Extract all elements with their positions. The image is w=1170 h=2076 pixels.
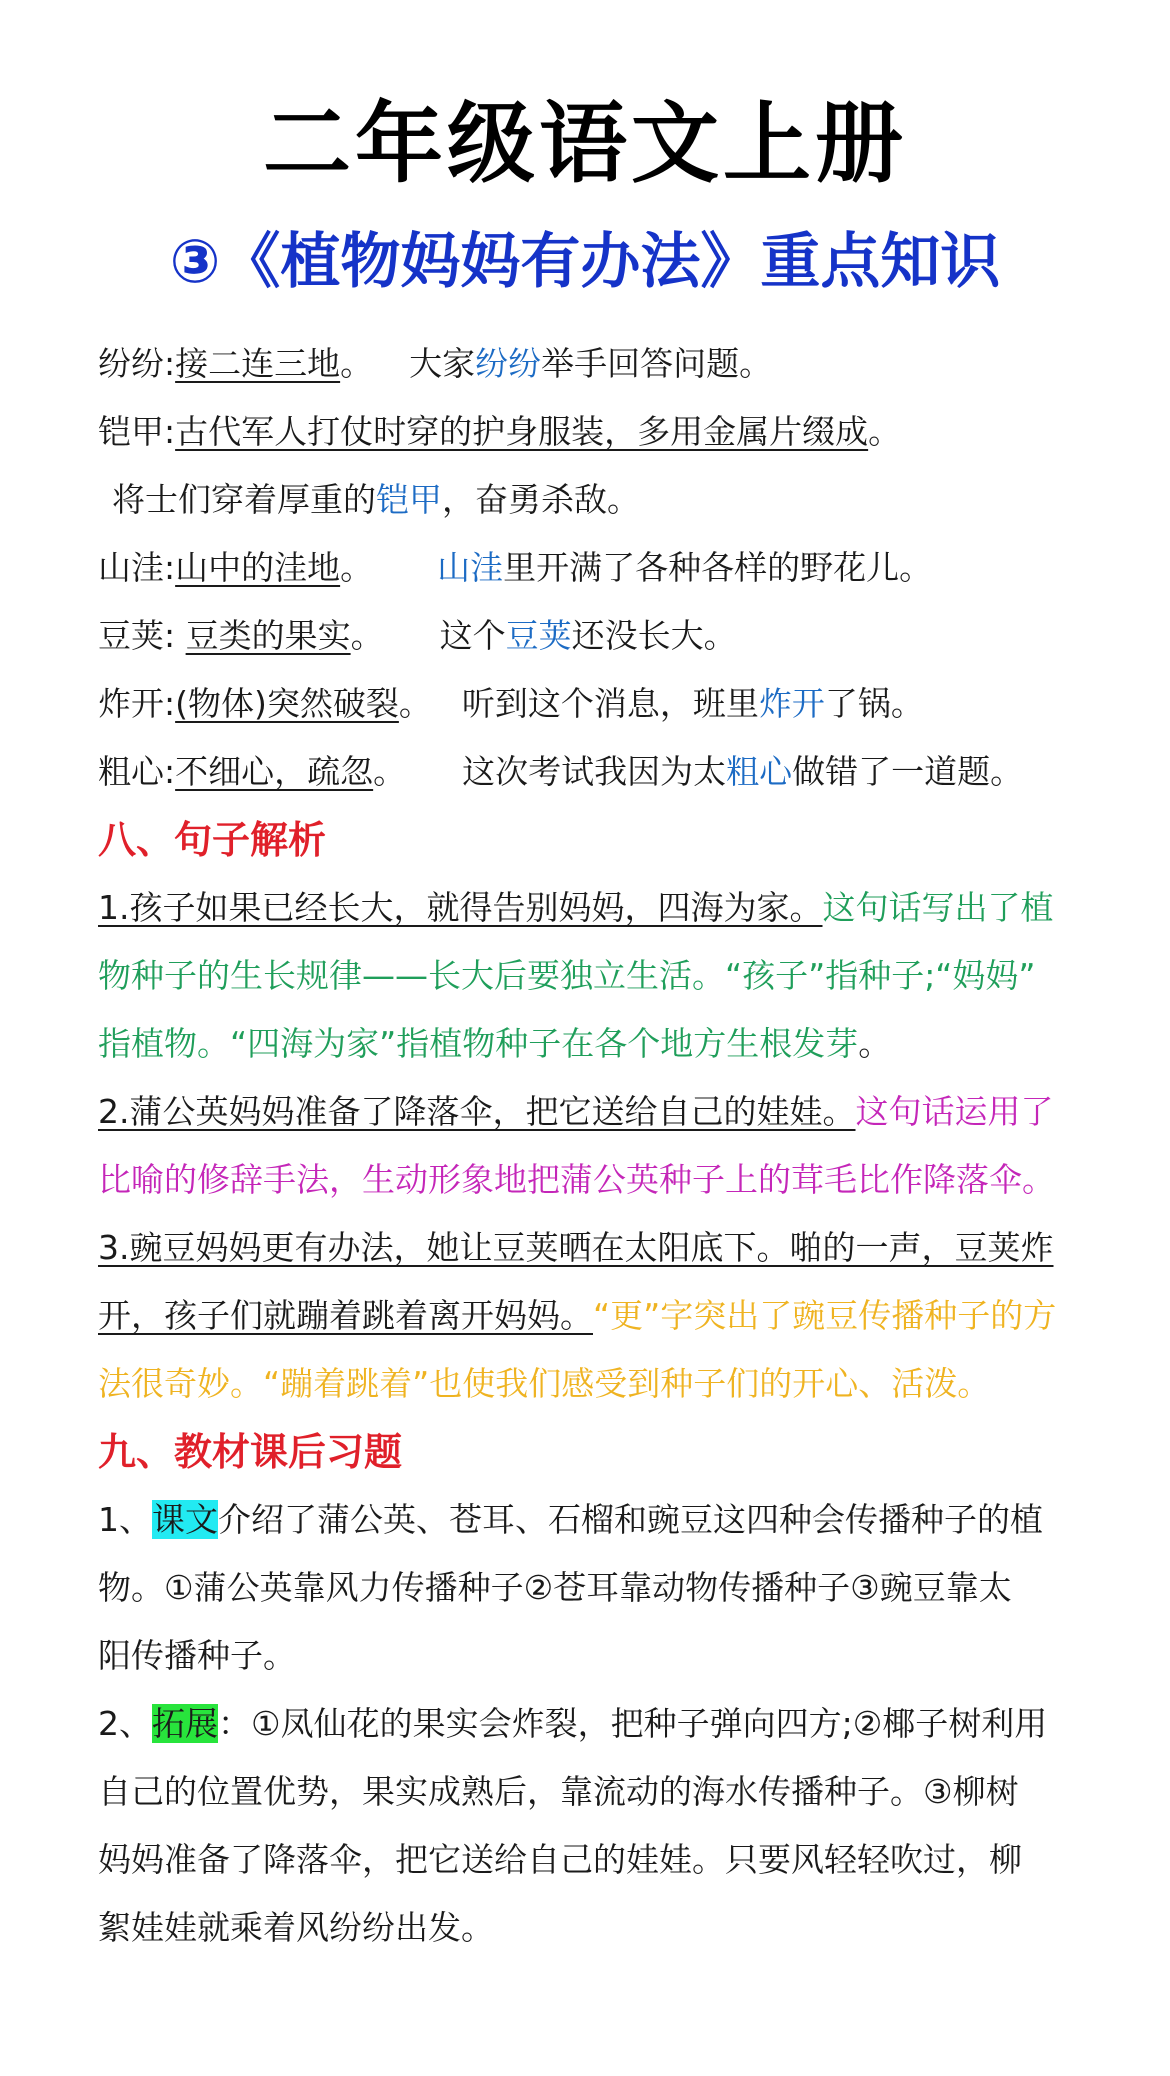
vocab-punct: 。 <box>868 412 902 451</box>
vocab-word: 铠甲: <box>98 412 176 451</box>
vocab-example: 大家 <box>409 344 476 383</box>
analysis-line: 比喻的修辞手法，生动形象地把蒲公英种子上的茸毛比作降落伞。 <box>98 1160 1055 1199</box>
analysis-line: 物种子的生长规律——长大后要独立生活。“孩子”指种子;“妈妈” <box>98 956 1036 995</box>
exercise-line: 妈妈准备了降落伞，把它送给自己的娃娃。只要风轻轻吹过，柳 <box>98 1840 1022 1879</box>
vocab-meaning: 豆类的果实 <box>185 616 351 655</box>
analysis-text: 指植物。“四海为家”指植物种子在各个地方生根发芽 <box>98 1024 859 1063</box>
vocab-line <box>98 670 1088 738</box>
vocab-line <box>98 602 1088 670</box>
vocab-keyword: 豆荚 <box>505 616 572 655</box>
vocab-line <box>98 330 1088 398</box>
page-subtitle: ③《植物妈妈有办法》重点知识 <box>169 227 1001 297</box>
analysis-line <box>98 874 1088 942</box>
vocab-keyword: 山洼 <box>437 548 504 587</box>
analysis-text: 这句话写出了植 <box>822 888 1054 927</box>
vocab-example: 了锅。 <box>824 684 924 723</box>
analysis-text: 这句话运用了 <box>855 1092 1054 1131</box>
vocab-word: 山洼: <box>98 548 176 587</box>
section-heading: 九、教材课后习题 <box>98 1430 403 1474</box>
vocab-example: 这次考试我因为太 <box>462 752 727 791</box>
sentence-text: 2.蒲公英妈妈准备了降落伞，把它送给自己的娃娃。 <box>98 1092 856 1131</box>
vocab-punct: 。 <box>398 684 432 723</box>
highlight-tag: 课文 <box>152 1500 218 1539</box>
vocab-keyword: 粗心 <box>726 752 793 791</box>
analysis-line <box>98 1010 1088 1078</box>
vocab-punct: 。 <box>340 548 374 587</box>
sentence-text: 1.孩子如果已经长大，就得告别妈妈，四海为家。 <box>98 888 823 927</box>
vocab-word: 纷纷: <box>98 344 176 383</box>
vocab-example: 将士们穿着厚重的 <box>112 480 376 519</box>
content <box>98 330 1088 1962</box>
analysis-line <box>98 1078 1088 1146</box>
vocab-example: 举手回答问题。 <box>541 344 773 383</box>
sentence-text: 开，孩子们就蹦着跳着离开妈妈。 <box>98 1296 593 1335</box>
vocab-punct: 。 <box>340 344 374 383</box>
exercise-line: 絮娃娃就乘着风纷纷出发。 <box>98 1908 494 1947</box>
vocab-meaning: 古代军人打仗时穿的护身服装，多用金属片缀成 <box>175 412 869 451</box>
analysis-line <box>98 1282 1088 1350</box>
vocab-word: 豆荚: <box>98 616 186 655</box>
analysis-line: 法很奇妙。“蹦着跳着”也使我们感受到种子们的开心、活泼。 <box>98 1364 991 1403</box>
analysis-text: “更”字突出了豌豆传播种子的方 <box>593 1296 1057 1335</box>
vocab-line <box>98 738 1088 806</box>
vocab-example: 这个 <box>439 616 506 655</box>
vocab-keyword: 炸开 <box>758 684 825 723</box>
exercise-text: 介绍了蒲公英、苍耳、石榴和豌豆这四种会传播种子的植 <box>218 1500 1043 1539</box>
exercise-text: ：①凤仙花的果实会炸裂，把种子弹向四方;②椰子树利用 <box>218 1704 1048 1743</box>
exercise-line: 自己的位置优势，果实成熟后，靠流动的海水传播种子。③柳树 <box>98 1772 1019 1811</box>
vocab-keyword: 纷纷 <box>475 344 542 383</box>
vocab-example: 做错了一道题。 <box>792 752 1024 791</box>
exercise-line <box>98 1486 1088 1554</box>
exercise-line: 物。①蒲公英靠风力传播种子②苍耳靠动物传播种子③豌豆靠太 <box>98 1568 1012 1607</box>
vocab-punct: 。 <box>350 616 384 655</box>
vocab-word: 粗心: <box>98 752 176 791</box>
exercise-number: 1、 <box>98 1500 152 1539</box>
vocab-meaning: 接二连三地 <box>175 344 341 383</box>
vocab-meaning: (物体)突然破裂 <box>175 684 399 723</box>
vocab-word: 炸开: <box>98 684 176 723</box>
vocab-punct: 。 <box>373 752 407 791</box>
highlight-tag: 拓展 <box>152 1704 218 1743</box>
vocab-example: 听到这个消息，班里 <box>461 684 759 723</box>
vocab-example: ，奋勇杀敌。 <box>442 480 640 519</box>
exercise-line <box>98 1690 1088 1758</box>
exercise-line: 阳传播种子。 <box>98 1636 296 1675</box>
vocab-example: 还没长大。 <box>571 616 737 655</box>
vocab-line <box>98 466 1088 534</box>
vocab-line <box>98 398 1088 466</box>
vocab-meaning: 山中的洼地 <box>175 548 341 587</box>
sentence-text: 3.豌豆妈妈更有办法，她让豆荚晒在太阳底下。啪的一声，豆荚炸 <box>98 1228 1054 1267</box>
vocab-keyword: 铠甲 <box>376 480 442 519</box>
analysis-punct: 。 <box>858 1024 892 1063</box>
vocab-example: 里开满了各种各样的野花儿。 <box>503 548 933 587</box>
page-title: 二年级语文上册 <box>262 92 907 195</box>
vocab-meaning: 不细心，疏忽 <box>175 752 374 791</box>
vocab-line <box>98 534 1088 602</box>
exercise-number: 2、 <box>98 1704 152 1743</box>
section-heading: 八、句子解析 <box>98 818 327 862</box>
